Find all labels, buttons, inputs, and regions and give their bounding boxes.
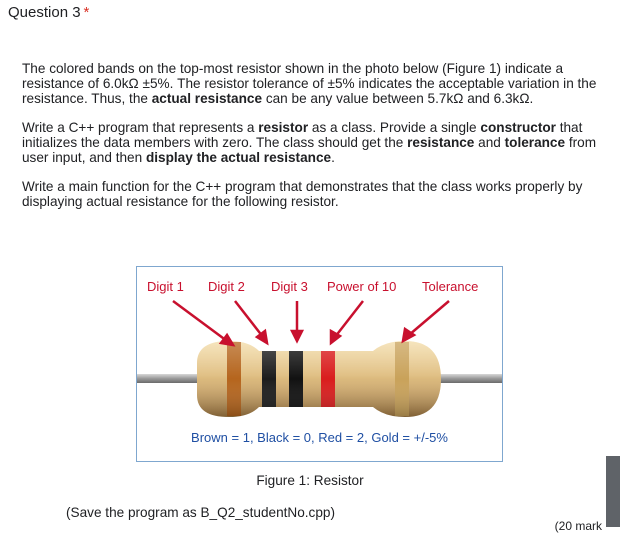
- figure-caption: Figure 1: Resistor: [256, 473, 364, 488]
- label-power-of-10: Power of 10: [327, 279, 397, 294]
- label-digit-2: Digit 2: [208, 279, 245, 294]
- p1-bold-actual-resistance: actual resistance: [151, 91, 263, 106]
- p2-text-5: from user input, and then: [22, 135, 597, 165]
- p2-bold-resistor: resistor: [258, 120, 309, 135]
- left-lead: [137, 374, 199, 383]
- paragraph-class-requirements: [22, 120, 618, 165]
- p1-text-before: The colored bands on the top-most resistor shown in the photo below (Figure 1) indicate a resistance of 6.0kΩ ±5%. The resistor tolerance of ±5% indicates the acceptable variation in the resistance. Thus, the: [22, 61, 597, 106]
- band-legend: Brown = 1, Black = 0, Red = 2, Gold = +/-5%: [191, 430, 448, 445]
- p2-bold-constructor: constructor: [480, 120, 556, 135]
- arrow-digit-2: [235, 301, 263, 337]
- body-shading: [197, 341, 441, 417]
- band-arrows: [173, 301, 449, 345]
- label-digit-3: Digit 3: [271, 279, 308, 294]
- p2-text-4: and: [474, 135, 505, 150]
- marks-label: (20 mark: [554, 519, 602, 533]
- p1-text-after: can be any value between 5.7kΩ and 6.3kΩ.: [262, 91, 534, 106]
- right-lead: [437, 374, 502, 383]
- arrowhead-digit-3: [292, 331, 302, 341]
- paragraph-main-function: Write a main function for the C++ program that demonstrates that the class works properly by displaying actual resistance for the following resistor.: [22, 179, 583, 209]
- label-digit-1: Digit 1: [147, 279, 184, 294]
- save-instructions: (Save the program as B_Q2_studentNo.cpp): [66, 505, 336, 520]
- p2-text-6: .: [331, 150, 335, 165]
- p2-bold-tolerance: tolerance: [504, 135, 566, 150]
- arrow-tolerance: [409, 301, 449, 335]
- p2-bold-display: display the actual resistance: [145, 150, 332, 165]
- question-title: [8, 4, 89, 21]
- required-mark: *: [83, 4, 90, 21]
- arrow-digit-1: [173, 301, 227, 341]
- label-tolerance: Tolerance: [422, 279, 479, 294]
- paragraph-description: [22, 61, 618, 106]
- question-title-text: Question 3: [8, 4, 81, 21]
- p2-bold-resistance: resistance: [407, 135, 475, 150]
- resistor-figure: [136, 266, 503, 462]
- arrow-power-of-10: [335, 301, 363, 337]
- question-body: [22, 61, 618, 223]
- p2-text-2: as a class. Provide a single: [308, 120, 481, 135]
- p2-text-3: that initializes the data members with zero. The class should get the: [22, 120, 583, 150]
- scrollbar-thumb[interactable]: [606, 456, 620, 527]
- p2-text-1: Write a C++ program that represents a: [22, 120, 259, 135]
